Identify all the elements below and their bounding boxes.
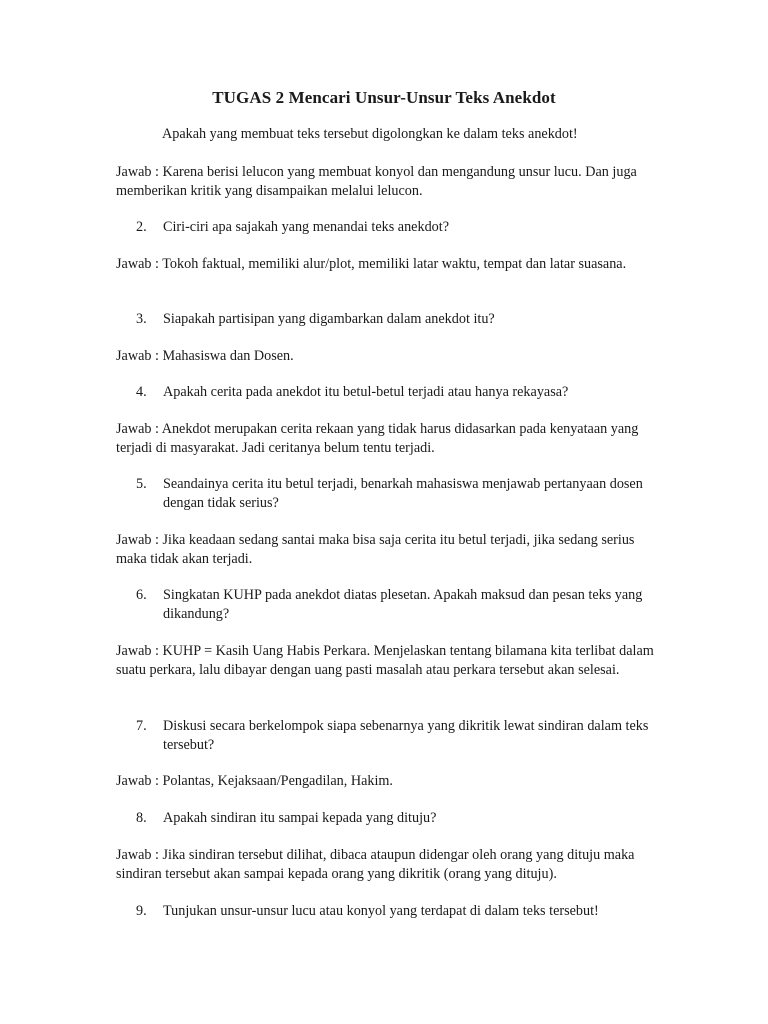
intro-question: Apakah yang membuat teks tersebut digolongkan ke dalam teks anekdot! — [162, 126, 578, 142]
answer-4: Jawab : Anekdot merupakan cerita rekaan yang tidak harus didasarkan pada kenyataan yang terjadi di masyarakat. Jadi ceritanya belum tentu terjadi. — [116, 421, 639, 456]
question-text: Tunjukan unsur-unsur lucu atau konyol yang terdapat di dalam teks tersebut! — [163, 903, 599, 919]
answer-3: Jawab : Mahasiswa dan Dosen. — [116, 348, 294, 364]
answer-6: Jawab : KUHP = Kasih Uang Habis Perkara. Menjelaskan tentang bilamana kita terlibat dalam suatu perkara, lalu dibayar dengan uang pasti masalah atau perkara tersebut akan selesai. — [116, 643, 654, 678]
question-item-9 — [136, 902, 656, 921]
question-item-3 — [136, 310, 656, 329]
question-number: 4. — [136, 384, 147, 400]
question-number: 3. — [136, 311, 147, 327]
question-text: Apakah cerita pada anekdot itu betul-betul terjadi atau hanya rekayasa? — [163, 384, 569, 400]
question-item-7 — [136, 717, 656, 754]
question-number: 2. — [136, 219, 147, 235]
question-number: 9. — [136, 903, 147, 919]
question-item-2 — [136, 218, 656, 237]
answer-7: Jawab : Polantas, Kejaksaan/Pengadilan, Hakim. — [116, 773, 393, 789]
question-number: 8. — [136, 810, 147, 826]
question-text: Singkatan KUHP pada anekdot diatas plesetan. Apakah maksud dan pesan teks yang dikandung? — [163, 587, 643, 622]
question-number: 5. — [136, 476, 147, 492]
question-text: Apakah sindiran itu sampai kepada yang dituju? — [163, 810, 437, 826]
question-text: Ciri-ciri apa sajakah yang menandai teks anekdot? — [163, 219, 450, 235]
question-item-6 — [136, 586, 656, 623]
intro-answer: Jawab : Karena berisi lelucon yang membuat konyol dan mengandung unsur lucu. Dan juga memberikan kritik yang disampaikan melalui lelucon. — [116, 164, 637, 199]
question-text: Siapakah partisipan yang digambarkan dalam anekdot itu? — [163, 311, 495, 327]
answer-8: Jawab : Jika sindiran tersebut dilihat, dibaca ataupun didengar oleh orang yang dituju maka sindiran tersebut akan sampai kepada orang yang dikritik (orang yang dituju). — [116, 847, 635, 882]
question-text: Diskusi secara berkelompok siapa sebenarnya yang dikritik lewat sindiran dalam teks tersebut? — [163, 718, 649, 753]
question-item-4 — [136, 383, 656, 402]
question-item-8 — [136, 809, 656, 828]
answer-5: Jawab : Jika keadaan sedang santai maka bisa saja cerita itu betul terjadi, jika sedang serius maka tidak akan terjadi. — [116, 532, 635, 567]
question-item-5 — [136, 475, 656, 512]
answer-2: Jawab : Tokoh faktual, memiliki alur/plot, memiliki latar waktu, tempat dan latar suasana. — [116, 256, 627, 272]
question-text: Seandainya cerita itu betul terjadi, benarkah mahasiswa menjawab pertanyaan dosen dengan tidak serius? — [163, 476, 643, 511]
question-number: 6. — [136, 587, 147, 603]
question-number: 7. — [136, 718, 147, 734]
document-title: TUGAS 2 Mencari Unsur-Unsur Teks Anekdot — [212, 88, 556, 107]
